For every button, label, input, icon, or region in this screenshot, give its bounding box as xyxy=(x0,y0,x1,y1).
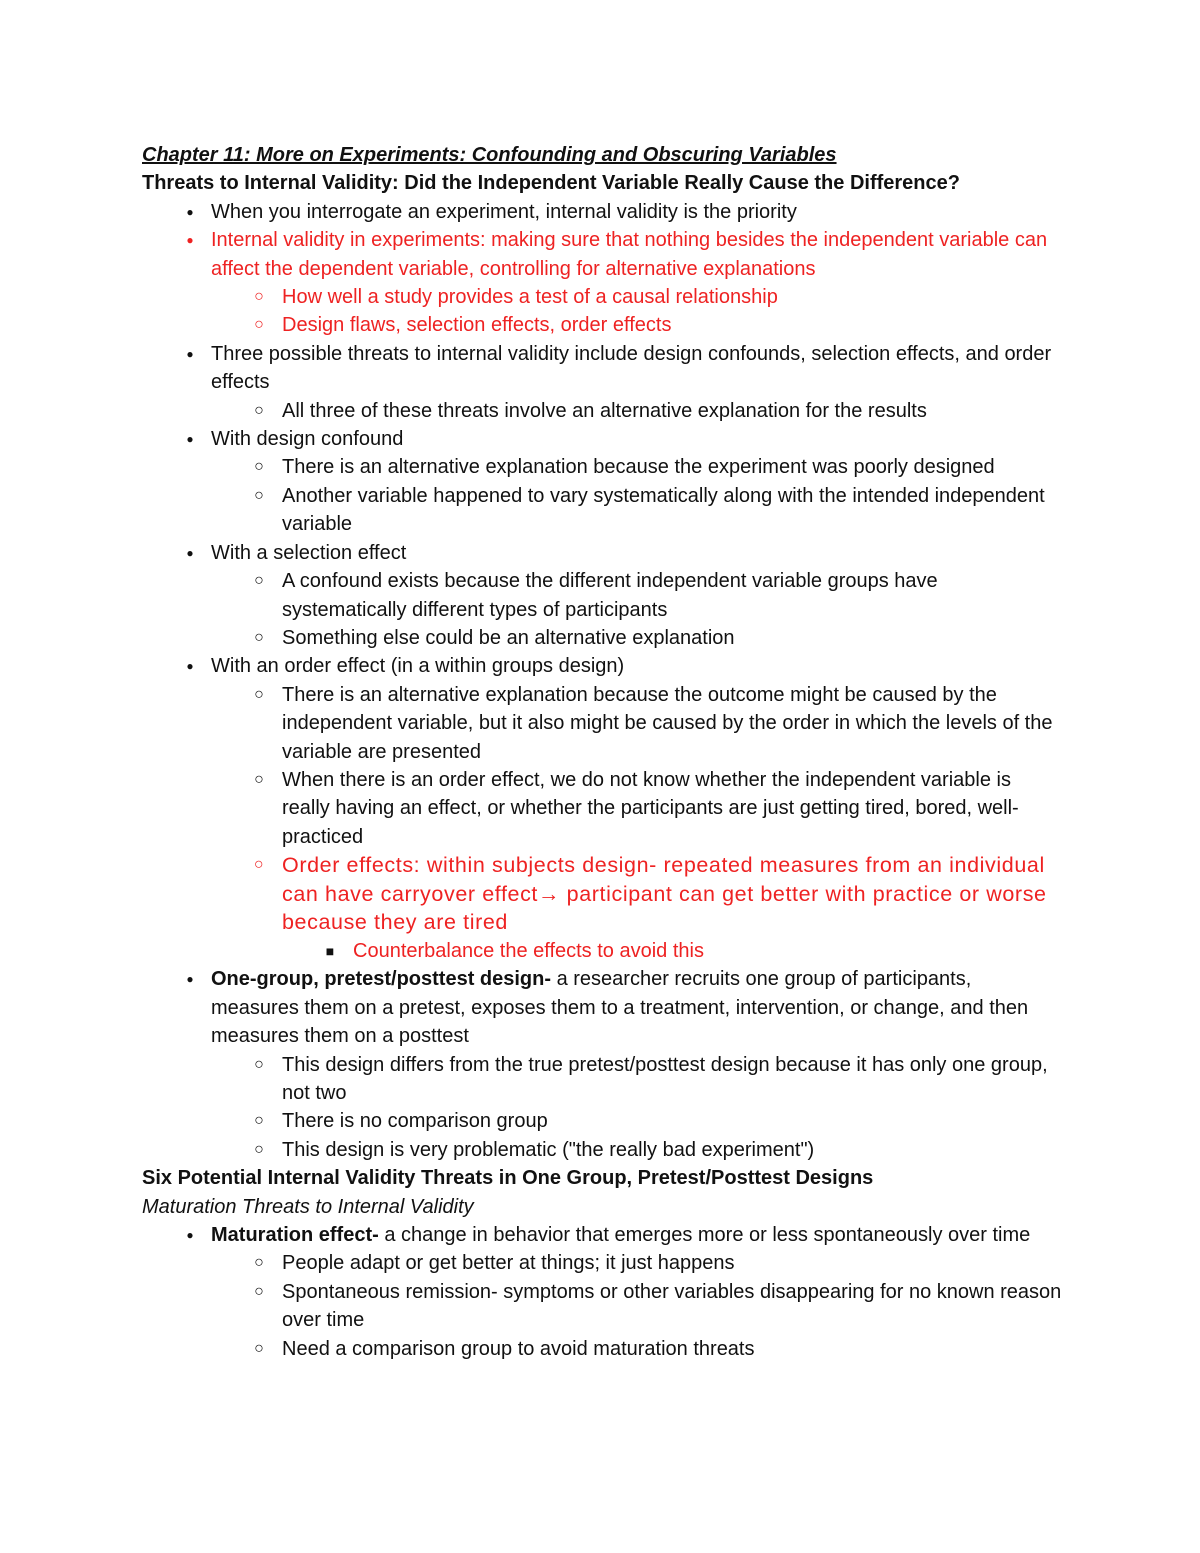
bullet-icon: ● xyxy=(186,659,194,674)
section-heading-internal-validity: Threats to Internal Validity: Did the Independent Variable Really Cause the Difference? xyxy=(142,172,960,195)
bullet-icon: ● xyxy=(186,972,194,987)
list-item xyxy=(254,766,1062,851)
list-item xyxy=(186,539,1062,567)
bullet-icon: ○ xyxy=(254,770,264,788)
list-item xyxy=(254,311,1062,339)
bullet-icon: ○ xyxy=(254,288,264,306)
section-heading-six-threats: Six Potential Internal Validity Threats in One Group, Pretest/Posttest Designs xyxy=(142,1167,874,1190)
list-item xyxy=(253,851,1062,937)
list-item xyxy=(254,397,1062,425)
list-item xyxy=(325,937,1062,965)
list-item-text: This design differs from the true pretest/posttest design because it has only one group, not two xyxy=(282,1053,1048,1104)
list-item xyxy=(254,1249,1062,1277)
list-item-text: Something else could be an alternative explanation xyxy=(282,626,735,649)
list-item xyxy=(186,652,1062,680)
list-item xyxy=(254,567,1062,624)
list-item-text: How well a study provides a test of a causal relationship xyxy=(282,286,778,309)
list-item xyxy=(254,1335,1062,1363)
list-item xyxy=(254,1051,1062,1108)
bullet-icon: ■ xyxy=(325,942,335,959)
list-item xyxy=(186,965,1062,1050)
list-item xyxy=(254,1136,1062,1164)
list-item xyxy=(186,1221,1062,1249)
bullet-icon: ○ xyxy=(254,1339,264,1357)
list-item xyxy=(254,453,1062,481)
bullet-icon: ○ xyxy=(254,1254,264,1272)
list-item xyxy=(254,482,1062,539)
subheading-maturation: Maturation Threats to Internal Validity xyxy=(142,1195,474,1218)
list-item-text: There is an alternative explanation because the outcome might be caused by the independent variable, but it also might be caused by the order in which the levels of the variable are presented xyxy=(282,683,1053,763)
list-item-text: There is an alternative explanation because the experiment was poorly designed xyxy=(282,456,995,479)
document-page xyxy=(142,141,1062,1363)
list-item-text: All three of these threats involve an alternative explanation for the results xyxy=(282,399,927,422)
bullet-icon: ● xyxy=(186,346,194,361)
bullet-icon: ● xyxy=(186,432,194,447)
list-item-text: Order effects: within subjects design- repeated measures from an individual can have carryover effect→ participant can get better with practice or worse because they are tired xyxy=(282,853,1047,935)
bullet-icon: ○ xyxy=(254,316,264,334)
list-item xyxy=(186,226,1062,283)
bullet-icon: ○ xyxy=(254,458,264,476)
chapter-title: Chapter 11: More on Experiments: Confounding and Obscuring Variables xyxy=(142,144,837,166)
term: One-group, pretest/posttest design- xyxy=(211,968,552,991)
list-item xyxy=(254,1107,1062,1135)
list-item-text: Need a comparison group to avoid maturation threats xyxy=(282,1337,755,1360)
list-item xyxy=(254,1278,1062,1335)
bullet-icon: ○ xyxy=(254,1055,264,1073)
section1-list xyxy=(142,198,1062,1164)
bullet-icon: ○ xyxy=(254,572,264,590)
bullet-icon: ○ xyxy=(254,401,264,419)
list-item-text: With a selection effect xyxy=(211,541,407,564)
bullet-icon: ○ xyxy=(253,856,265,874)
bullet-icon: ○ xyxy=(254,685,264,703)
bullet-icon: ● xyxy=(186,545,194,560)
list-item-text: Design flaws, selection effects, order effects xyxy=(282,314,672,337)
list-item-text: a researcher recruits one group of participants, measures them on a pretest, exposes them to a treatment, intervention, or change, and then measures them on a posttest xyxy=(211,968,1029,1048)
list-item-text: When there is an order effect, we do not know whether the independent variable is really having an effect, or whether the participants are just getting tired, bored, well-practiced xyxy=(282,768,1019,848)
bullet-icon: ● xyxy=(186,204,194,219)
list-item-text: When you interrogate an experiment, internal validity is the priority xyxy=(211,200,797,223)
section2-list xyxy=(142,1221,1062,1363)
term: Maturation effect- xyxy=(211,1224,379,1246)
bullet-icon: ● xyxy=(186,233,194,248)
list-item xyxy=(186,425,1062,453)
bullet-icon: ● xyxy=(186,1228,194,1242)
list-item-text: A confound exists because the different independent variable groups have systematically different types of participants xyxy=(282,570,938,621)
bullet-icon: ○ xyxy=(254,486,264,504)
list-item xyxy=(254,681,1062,766)
list-item-text: With an order effect (in a within groups design) xyxy=(211,655,625,678)
list-item-text: Three possible threats to internal validity include design confounds, selection effects, and order effects xyxy=(211,342,1052,394)
bullet-icon: ○ xyxy=(254,628,264,646)
list-item-text: This design is very problematic ("the really bad experiment") xyxy=(282,1138,815,1161)
list-item xyxy=(186,340,1062,397)
list-item xyxy=(254,283,1062,311)
bullet-icon: ○ xyxy=(254,1140,264,1158)
list-item-text: a change in behavior that emerges more or less spontaneously over time xyxy=(378,1224,1031,1246)
list-item-text: People adapt or get better at things; it just happens xyxy=(282,1252,735,1275)
list-item-text: Internal validity in experiments: making sure that nothing besides the independent variable can affect the dependent variable, controlling for alternative explanations xyxy=(211,229,1048,280)
list-item-text: Counterbalance the effects to avoid this xyxy=(353,939,704,962)
list-item-text: Spontaneous remission- symptoms or other variables disappearing for no known reason over time xyxy=(282,1280,1062,1332)
bullet-icon: ○ xyxy=(254,1282,264,1300)
list-item xyxy=(186,198,1062,226)
bullet-icon: ○ xyxy=(254,1112,264,1130)
list-item-text: There is no comparison group xyxy=(282,1110,548,1133)
list-item-text: Another variable happened to vary systematically along with the intended independent variable xyxy=(282,484,1045,536)
list-item xyxy=(254,624,1062,652)
list-item-text: With design confound xyxy=(211,428,404,451)
